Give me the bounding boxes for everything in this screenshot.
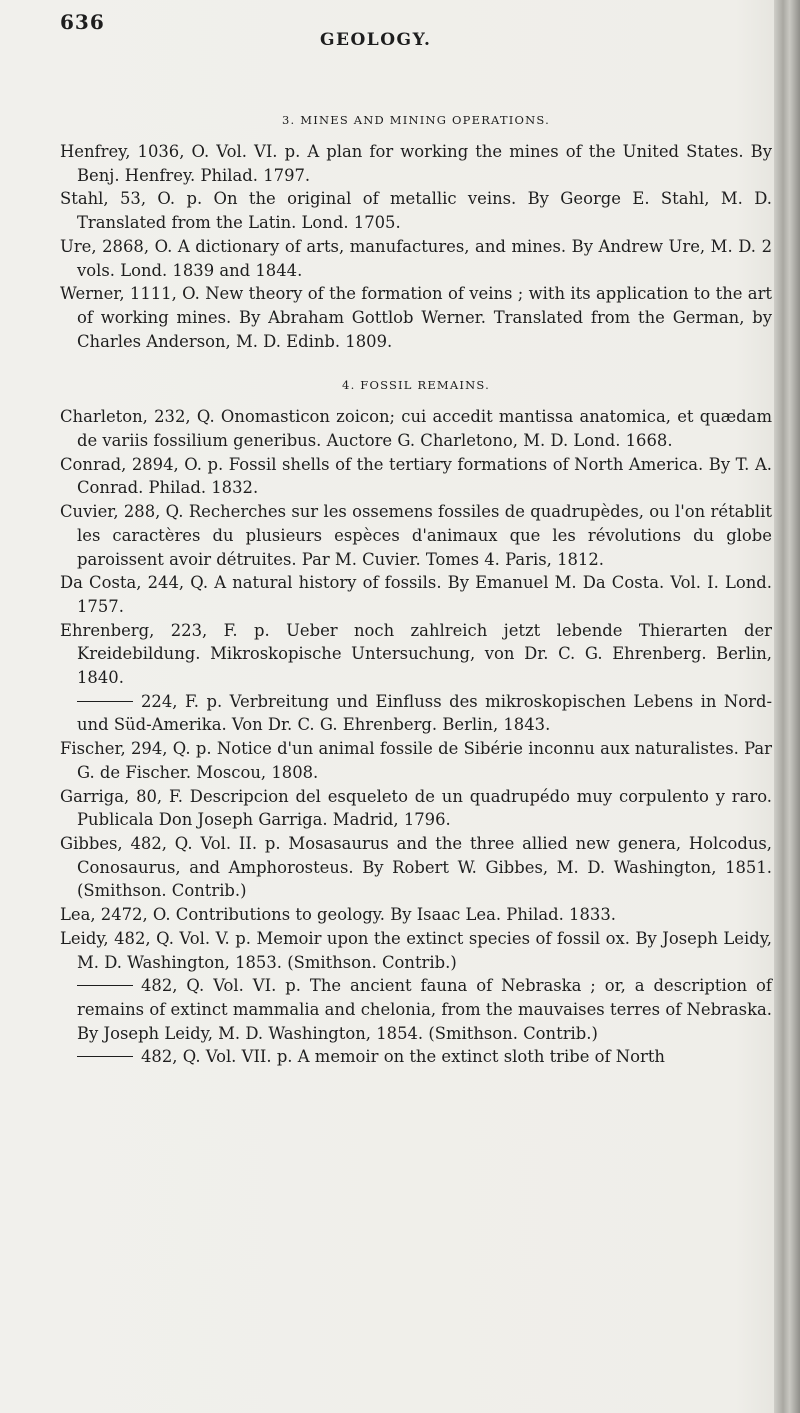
ditto-dash [77,701,133,702]
entry-cuvier: Cuvier, 288, Q. Recherches sur les ossemens fossiles de quadrupèdes, ou l'on rétablit les caractères du plusieurs espèces d'animaux que les révolutions du globe paroissent avoir détruites. Par M. Cuvier. Tomes 4. Paris, 1812. [60,502,772,569]
entry-fischer: Fischer, 294, Q. p. Notice d'un animal fossile de Sibérie inconnu aux naturalistes. Par G. de Fischer. Moscou, 1808. [60,739,772,782]
page-number: 636 [60,10,105,34]
running-head: GEOLOGY. [320,30,432,50]
entry-leidy-vol-vii [60,1045,772,1069]
entry-stahl: Stahl, 53, O. p. On the original of metallic veins. By George E. Stahl, M. D. Translated from the Latin. Lond. 1705. [60,189,772,233]
entry-ehrenberg-224 [60,690,772,737]
entry-leidy-vol-vi [60,974,772,1045]
page-edge [774,0,800,1413]
bibliography-content [60,112,772,1069]
entry-henfrey: Henfrey, 1036, O. Vol. VI. p. A plan for working the mines of the United States. By Benj. Henfrey. Philad. 1797. [60,142,772,185]
section-heading-mines: 3. MINES AND MINING OPERATIONS. [282,113,550,127]
entry-ure: Ure, 2868, O. A dictionary of arts, manufactures, and mines. By Andrew Ure, M. D. 2 vols. Lond. 1839 and 1844. [60,236,772,280]
entry-text: 224, F. p. Verbreitung und Einfluss des mikroskopischen Lebens in Nord- und Süd-Amerika. Von Dr. C. G. Ehrenberg. Berlin, 1843. [77,691,772,735]
entry-text: 482, Q. Vol. VI. p. The ancient fauna of Nebraska ; or, a description of remains of extinct mammalia and chelonia, from the mauvaises terres of Nebraska. By Joseph Leidy, M. D. Washington, 1854. (Smithson. Contrib.) [77,976,772,1043]
entry-gibbes: Gibbes, 482, Q. Vol. II. p. Mosasaurus and the three allied new genera, Holcodus, Conosaurus, and Amphorosteus. By Robert W. Gibbes, M. D. Washington, 1851. (Smithson. Contrib.) [60,833,772,901]
entry-da-costa: Da Costa, 244, Q. A natural history of fossils. By Emanuel M. Da Costa. Vol. I. Lond. 1757. [60,573,772,616]
ditto-dash [77,985,133,986]
entry-leidy-vol-v: Leidy, 482, Q. Vol. V. p. Memoir upon the extinct species of fossil ox. By Joseph Leidy, M. D. Washington, 1853. (Smithson. Contrib.) [60,928,772,972]
entry-charleton: Charleton, 232, Q. Onomasticon zoicon; cui accedit mantissa anatomica, et quædam de variis fossilium generibus. Auctore G. Charletono, M. D. Lond. 1668. [60,407,772,451]
entry-text: 482, Q. Vol. VII. p. A memoir on the extinct sloth tribe of North [141,1047,665,1067]
entry-werner: Werner, 1111, O. New theory of the formation of veins ; with its application to the art of working mines. By Abraham Gottlob Werner. Translated from the German, by Charles Anderson, M. D. Edinb. 1809. [60,284,772,351]
section-heading-fossil-remains: 4. FOSSIL REMAINS. [342,378,490,393]
entry-ehrenberg-223: Ehrenberg, 223, F. p. Ueber noch zahlreich jetzt lebende Thierarten der Kreidebildung. Mikroskopische Untersuchung, von Dr. C. G. Ehrenberg. Berlin, 1840. [60,620,772,688]
ditto-dash [77,1056,133,1057]
entry-garriga: Garriga, 80, F. Descripcion del esqueleto de un quadrupédo muy corpulento y raro. Publicala Don Joseph Garriga. Madrid, 1796. [60,786,772,830]
entry-conrad: Conrad, 2894, O. p. Fossil shells of the tertiary formations of North America. By T. A. Conrad. Philad. 1832. [60,454,772,498]
entry-lea: Lea, 2472, O. Contributions to geology. By Isaac Lea. Philad. 1833. [60,905,616,925]
